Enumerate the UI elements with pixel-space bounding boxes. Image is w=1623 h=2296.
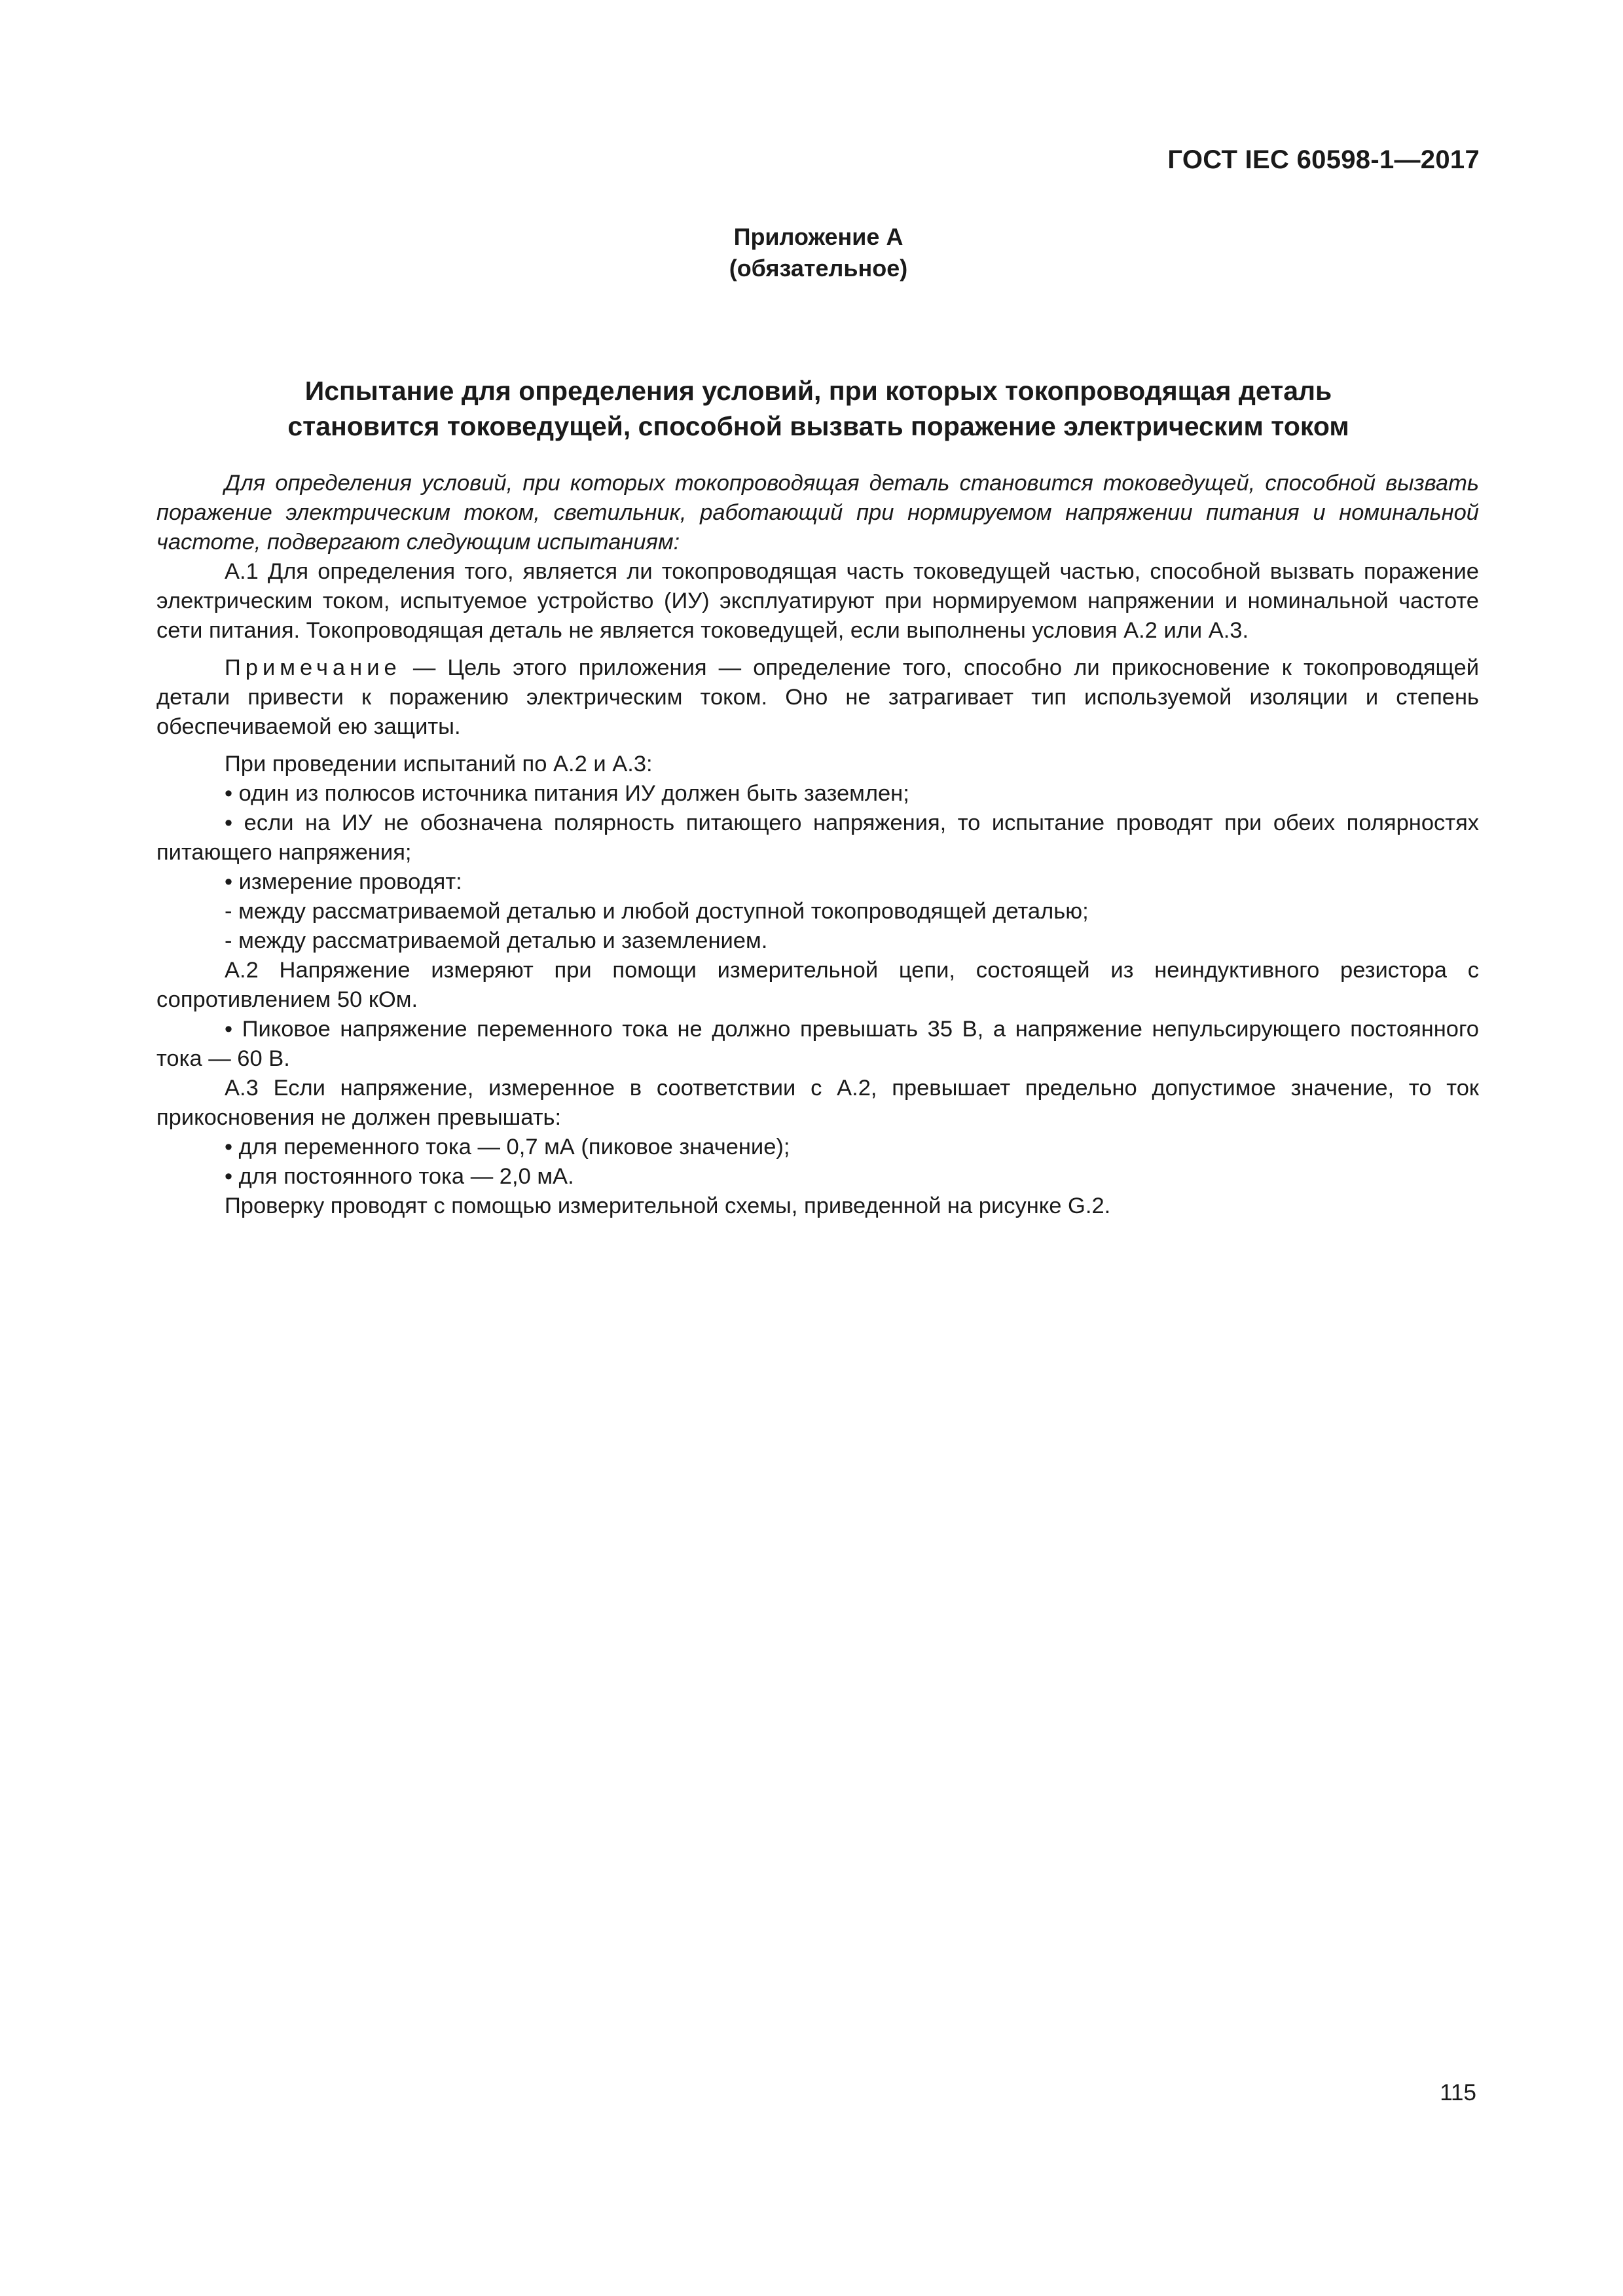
clause-a1: А.1 Для определения того, является ли токопроводящая часть токоведущей частью, способной вызвать поражение электрическим током, испытуемое устройство (ИУ) эксплуатируют при нормируемом напряжении и номинальной частоте сети питания. Токопроводящая деталь не является токоведущей, если выполнены условия А.2 или А.3. bbox=[156, 559, 1479, 643]
clause-a2-bullet: • Пиковое напряжение переменного тока не должно превышать 35 В, а напряжение непульсирующего постоянного тока — 60 В. bbox=[156, 1017, 1479, 1071]
annex-heading bbox=[157, 221, 1480, 284]
clause-a2: А.2 Напряжение измеряют при помощи измерительной цепи, состоящей из неиндуктивного резистора с сопротивлением 50 кОм. bbox=[156, 958, 1479, 1012]
annex-title-line2: становится токоведущей, способной вызвать поражение электрическим током bbox=[287, 411, 1349, 441]
clause-a3: А.3 Если напряжение, измеренное в соответствии с А.2, превышает предельно допустимое значение, то ток прикосновения не должен превышать: bbox=[156, 1076, 1479, 1130]
clause-a3-bullet-ac: • для переменного тока — 0,7 мА (пиковое значение); bbox=[225, 1135, 790, 1159]
clause-a3-bullet-dc: • для постоянного тока — 2,0 мА. bbox=[225, 1164, 574, 1189]
annex-title-line1: Испытание для определения условий, при которых токопроводящая деталь bbox=[304, 376, 1332, 406]
bullet-measurement: • измерение проводят: bbox=[225, 869, 462, 894]
bullet-polarity: • если на ИУ не обозначена полярность питающего напряжения, то испытание проводят при обеих полярностях питающего напряжения; bbox=[156, 811, 1479, 865]
dash-earth: - между рассматриваемой деталью и заземлением. bbox=[225, 928, 768, 953]
annex-status: (обязательное) bbox=[729, 255, 908, 282]
body-text bbox=[156, 469, 1479, 1221]
annex-title bbox=[157, 373, 1480, 444]
dash-accessible-part: - между рассматриваемой деталью и любой доступной токопроводящей деталью; bbox=[225, 899, 1089, 924]
annex-label: Приложение А bbox=[733, 223, 903, 250]
standard-code: ГОСТ IEC 60598-1—2017 bbox=[1167, 145, 1480, 174]
note-text: — Цель этого приложения — определение того, способно ли прикосновение к токопроводящей детали привести к поражению электрическим током. Оно не затрагивает тип используемой изоляции и степень обеспечиваемой ею защиты. bbox=[156, 655, 1479, 739]
page-number: 115 bbox=[1440, 2080, 1476, 2105]
note-label: Примечание bbox=[225, 655, 401, 680]
bullet-grounded-pole: • один из полюсов источника питания ИУ должен быть заземлен; bbox=[225, 781, 909, 806]
check-paragraph: Проверку проводят с помощью измерительной схемы, приведенной на рисунке G.2. bbox=[225, 1194, 1111, 1218]
note-paragraph bbox=[156, 653, 1479, 742]
tests-intro: При проведении испытаний по А.2 и А.3: bbox=[225, 752, 653, 776]
intro-paragraph: Для определения условий, при которых токопроводящая деталь становится токоведущей, способной вызвать поражение электрическим током, светильник, работающий при нормируемом напряжении питания и номинальной частоте, подвергают следующим испытаниям: bbox=[156, 471, 1479, 555]
